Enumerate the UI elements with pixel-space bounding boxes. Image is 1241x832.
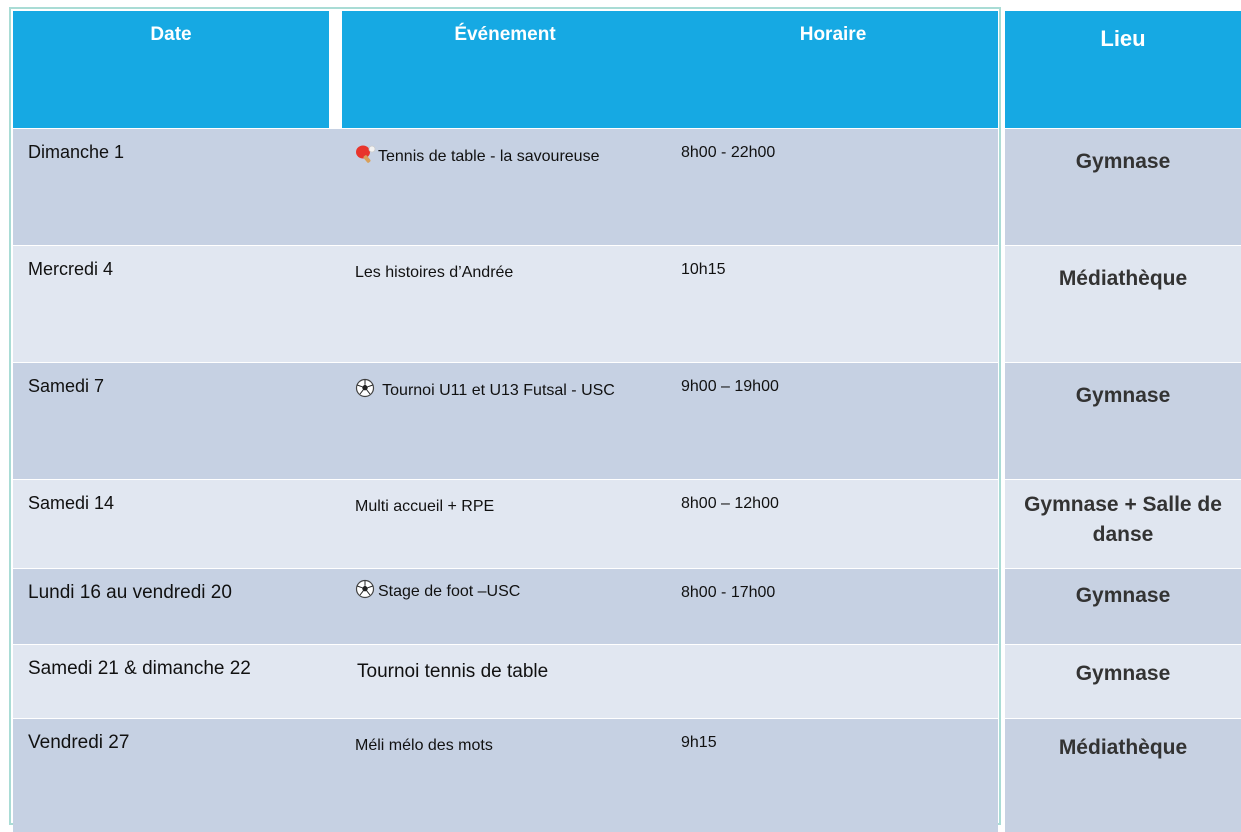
place-cell: Gymnase bbox=[1005, 569, 1241, 644]
column-gap bbox=[329, 129, 342, 832]
date-cell: Vendredi 27 bbox=[28, 732, 130, 753]
event-cell: Tournoi tennis de table bbox=[357, 661, 549, 682]
event-cell bbox=[342, 129, 668, 245]
time-cell: 9h00 – 19h00 bbox=[681, 378, 779, 395]
event-label: Stage de foot –USC bbox=[378, 583, 521, 600]
place-cell: Gymnase bbox=[1005, 645, 1241, 718]
time-cell bbox=[668, 645, 998, 718]
event-cell: Les histoires d’Andrée bbox=[355, 264, 514, 281]
event-cell: Multi accueil + RPE bbox=[355, 498, 495, 515]
header-place: Lieu bbox=[1005, 11, 1241, 128]
event-label: Tennis de table - la savoureuse bbox=[378, 148, 600, 165]
time-cell: 8h00 – 12h00 bbox=[681, 495, 779, 512]
header-event: Événement bbox=[342, 11, 668, 128]
place-cell: Gymnase + Salle de danse bbox=[1005, 480, 1241, 568]
date-cell: Samedi 21 & dimanche 22 bbox=[28, 658, 251, 679]
events-table bbox=[13, 11, 1241, 832]
ping-pong-icon bbox=[355, 144, 376, 164]
event-cell bbox=[342, 363, 668, 479]
place-cell: Médiathèque bbox=[1005, 246, 1241, 362]
header-date: Date bbox=[13, 11, 329, 128]
soccer-ball-icon bbox=[355, 579, 376, 599]
event-cell: Méli mélo des mots bbox=[355, 737, 493, 754]
date-cell: Lundi 16 au vendredi 20 bbox=[28, 582, 232, 603]
date-cell: Samedi 14 bbox=[28, 493, 115, 513]
event-cell bbox=[342, 569, 668, 644]
time-cell: 8h00 - 22h00 bbox=[681, 144, 776, 161]
date-cell: Mercredi 4 bbox=[28, 259, 114, 279]
date-cell: Dimanche 1 bbox=[28, 142, 125, 162]
place-cell: Médiathèque bbox=[1005, 719, 1241, 832]
header-time: Horaire bbox=[668, 11, 998, 128]
time-cell: 10h15 bbox=[681, 261, 726, 278]
place-cell: Gymnase bbox=[1005, 129, 1241, 245]
time-cell: 9h15 bbox=[681, 734, 717, 751]
date-cell: Samedi 7 bbox=[28, 376, 105, 396]
soccer-ball-icon bbox=[355, 378, 376, 398]
time-cell: 8h00 - 17h00 bbox=[681, 584, 776, 601]
event-label: Tournoi U11 et U13 Futsal - USC bbox=[382, 382, 615, 399]
place-cell: Gymnase bbox=[1005, 363, 1241, 479]
